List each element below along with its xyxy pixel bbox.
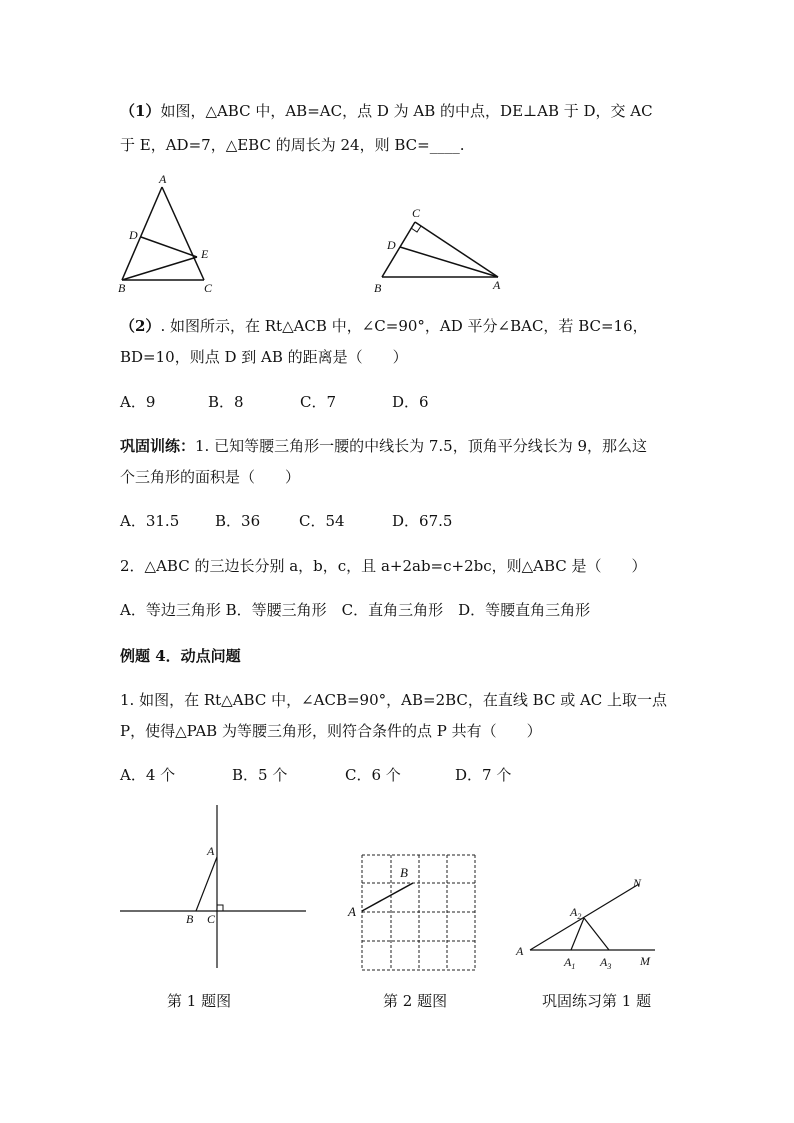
option-a[interactable]: A．9	[120, 393, 156, 411]
consolidation-q1-line1: 巩固训练：1. 已知等腰三角形一腰的中线长为 7.5，顶角平分线长为 9，那么这	[120, 437, 648, 455]
segment-be	[122, 257, 197, 280]
label-b: B	[118, 281, 126, 295]
option-d[interactable]: D．67.5	[392, 512, 453, 530]
label-e: E	[201, 247, 209, 261]
label-a: A	[159, 172, 167, 186]
side-ab	[122, 187, 162, 280]
side-ca	[415, 222, 498, 277]
label-b: B	[400, 865, 408, 880]
question-1-line2: 于 E，AD=7，△EBC 的周长为 24，则 BC=____.	[120, 136, 465, 154]
option-c[interactable]: C．7	[300, 393, 337, 411]
question-1-line1: （1）如图，△ABC 中，AB=AC，点 D 为 AB 的中点，DE⊥AB 于 D，交 AC	[120, 102, 653, 120]
caption-figure-2: 第 2 题图	[383, 992, 448, 1010]
option-b[interactable]: B．8	[208, 393, 244, 411]
label-c: C	[207, 912, 216, 926]
example-4-q1-options	[120, 765, 511, 785]
consolidation-q1-line2: 个三角形的面积是（ ）	[120, 468, 301, 486]
label-a2: $A_2$	[570, 905, 582, 921]
label-d: D	[387, 238, 396, 252]
figure-axes-triangle	[115, 800, 315, 975]
label-a: A	[516, 944, 524, 958]
label-b: B	[374, 281, 382, 295]
label-c: C	[204, 281, 213, 295]
grid-lines	[362, 855, 475, 970]
label-c: C	[412, 206, 421, 220]
consolidation-heading: 巩固训练：	[120, 437, 196, 455]
figure-dashed-grid	[340, 845, 485, 975]
option-b[interactable]: B．5 个	[232, 766, 288, 784]
question-2-number: （2）	[120, 317, 161, 335]
option-c[interactable]: C．6 个	[345, 766, 401, 784]
consolidation-q1-options	[120, 511, 452, 531]
consolidation-q2-options: A．等边三角形 B．等腰三角形 C．直角三角形 D．等腰直角三角形	[120, 601, 591, 619]
option-d[interactable]: D．7 个	[455, 766, 512, 784]
question-2-line2: BD=10，则点 D 到 AB 的距离是（ ）	[120, 348, 408, 366]
option-d[interactable]: D．6	[392, 393, 429, 411]
caption-figure-1: 第 1 题图	[167, 992, 232, 1010]
question-2-options	[120, 392, 429, 412]
question-2-line1: （2）. 如图所示，在 Rt△ACB 中，∠C=90°，AD 平分∠BAC，若 BC=16，	[120, 317, 648, 335]
figure-angle-isosceles	[512, 870, 667, 975]
label-n: N	[633, 876, 642, 890]
ray-an	[530, 884, 639, 950]
question-1-number: （1）	[120, 102, 161, 120]
segment-ad	[400, 247, 498, 277]
segment-ba	[196, 857, 217, 911]
option-b[interactable]: B．36	[215, 512, 261, 530]
label-b: B	[186, 912, 194, 926]
figure-right-triangle-bisector	[365, 200, 515, 300]
label-m: M	[640, 954, 650, 968]
example-4-q1-line2: P，使得△PAB 为等腰三角形，则符合条件的点 P 共有（ ）	[120, 722, 542, 740]
example-4-q1-line1: 1. 如图，在 Rt△ABC 中，∠ACB=90°，AB=2BC，在直线 BC 或 AC 上取一点	[120, 691, 668, 709]
label-a1: $A_1$	[564, 955, 576, 971]
consolidation-q2-line1: 2．△ABC 的三边长分别 a，b，c，且 a+2ab=c+2bc，则△ABC 是（ ）	[120, 557, 647, 575]
label-a: A	[493, 278, 501, 292]
caption-consolidation-figure: 巩固练习第 1 题	[542, 992, 652, 1010]
example-4-heading: 例题 4．动点问题	[120, 647, 241, 665]
label-a: A	[348, 904, 356, 919]
option-a[interactable]: A．4 个	[120, 766, 176, 784]
segment-a2a1	[571, 918, 584, 950]
figure-isosceles-triangle	[110, 170, 220, 300]
label-d: D	[129, 228, 138, 242]
label-a: A	[207, 844, 215, 858]
segment-ab	[362, 883, 413, 911]
option-c[interactable]: C．54	[299, 512, 345, 530]
right-angle-mark	[217, 905, 223, 911]
label-a3: $A_3$	[600, 955, 612, 971]
segment-a2a3	[584, 918, 609, 950]
option-a[interactable]: A．31.5	[120, 512, 180, 530]
